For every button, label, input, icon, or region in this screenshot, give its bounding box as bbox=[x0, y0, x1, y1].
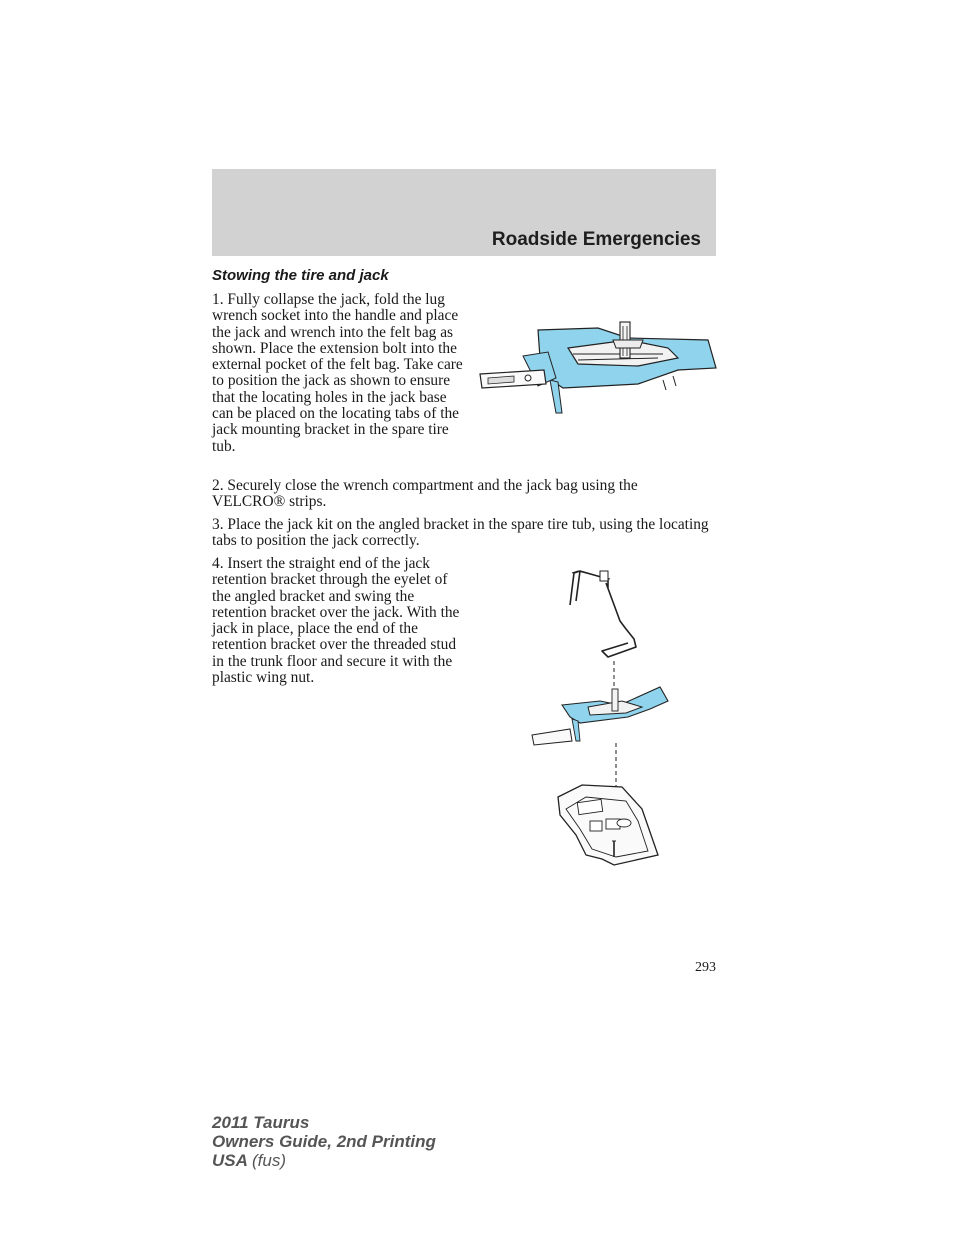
header-band bbox=[212, 169, 716, 256]
footer-region bbox=[212, 1151, 436, 1170]
step-1-text: 1. Fully collapse the jack, fold the lug wrench socket into the handle and place the jack and wrench into the felt bag as shown. Place the extension bolt into the external pocket of the felt bag. Take care to position the jack as shown to ensure that the locating holes in the jack base can be placed on the locating tabs of the jack mounting bracket in the spare tire tub. bbox=[212, 291, 463, 455]
footer-region-name: USA bbox=[212, 1151, 248, 1170]
footer bbox=[212, 1113, 436, 1170]
retention-bracket bbox=[570, 571, 636, 657]
footer-edition: Owners Guide, 2nd Printing bbox=[212, 1132, 436, 1151]
step-2-text: 2. Securely close the wrench compartment and the jack bag using the VELCRO® strips. bbox=[212, 477, 638, 511]
footer-model: 2011 Taurus bbox=[212, 1113, 310, 1132]
section-title: Roadside Emergencies bbox=[491, 229, 701, 250]
subheading: Stowing the tire and jack bbox=[212, 267, 389, 284]
step-3-text: 3. Place the jack kit on the angled bracket in the spare tire tub, using the locating tabs to position the jack correctly. bbox=[212, 516, 709, 550]
step-4-text: 4. Insert the straight end of the jack retention bracket through the eyelet of the angled bracket and swing the retention bracket over the jack. With the jack in place, place the end of the retention bracket over the threaded stud in the trunk floor and secure it with the plastic wing nut. bbox=[212, 555, 460, 687]
bracket-assembly-illustration bbox=[530, 565, 670, 870]
page-number: 293 bbox=[695, 960, 716, 975]
jack-bag-illustration bbox=[478, 318, 718, 418]
footer-region-code: (fus) bbox=[252, 1151, 286, 1170]
